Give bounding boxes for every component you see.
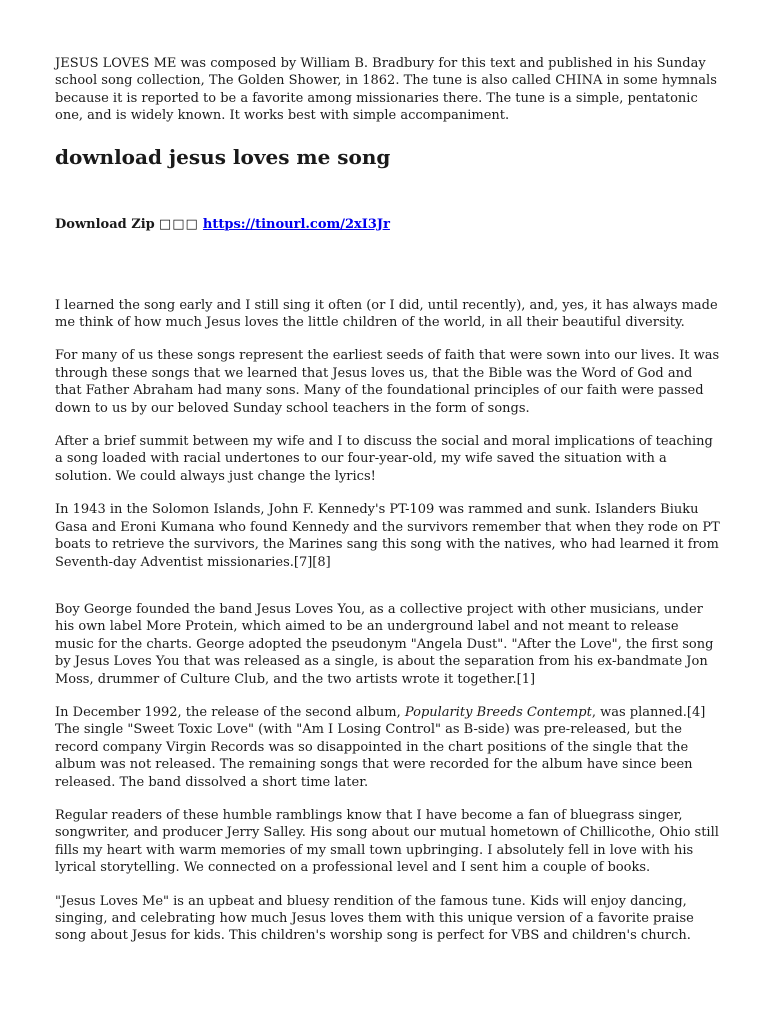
download-line [55,216,720,233]
body-paragraph-7: Regular readers of these humble ramblings know that I have become a fan of bluegrass singer, songwriter, and producer Jerry Salley. His song about our mutual hometown of Chillicothe, Ohio still fills my heart with warm memories of my small town upbringing. I absolutely fell in love with his lyrical storytelling. We connected on a professional level and I sent him a couple of books. [55,807,719,876]
page-heading: download jesus loves me song [55,144,391,169]
album-text-after: , was planned.[4] The single "Sweet Toxic Love" (with "Am I Losing Control" as B-side) was pre-released, but the record company Virgin Records was so disappointed in the chart positions of the single that the album was not released. The remaining songs that were recorded for the album have since been released. The band dissolved a short time later. [55,704,706,790]
document-page [55,55,720,961]
intro-paragraph: JESUS LOVES ME was composed by William B. Bradbury for this text and published in his Sunday school song collection, The Golden Shower, in 1862. The tune is also called CHINA in some hymnals because it is reported to be a favorite among missionaries there. The tune is a simple, pentatonic one, and is widely known. It works best with simple accompaniment. [55,56,717,124]
spacer [55,571,720,601]
album-title: Popularity Breeds Contempt [404,704,592,720]
body-paragraph-1: I learned the song early and I still sing it often (or I did, until recently), and, yes, it has always made me think of how much Jesus loves the little children of the world, in all their beautiful diversity. [55,297,718,331]
body-paragraph-5: Boy George founded the band Jesus Loves You, as a collective project with other musicians, under his own label More Protein, which aimed to be an underground label and not meant to release music for the charts. George adopted the pseudonym "Angela Dust". "After the Love", the first song by Jesus Loves You that was released as a single, is about the separation from his ex-bandmate Jon Moss, drummer of Culture Club, and the two artists wrote it together.[1] [55,601,714,687]
body-paragraph-6 [55,704,720,791]
album-text-before: In December 1992, the release of the second album, [55,704,405,720]
body-paragraph-2: For many of us these songs represent the earliest seeds of faith that were sown into our lives. It was through these songs that we learned that Jesus loves us, that the Bible was the Word of God and that Father Abraham had many sons. Many of the foundational principles of our faith were passed down to us by our beloved Sunday school teachers in the form of songs. [55,348,720,416]
download-link[interactable]: https://tinourl.com/2xI3Jr [202,216,390,232]
download-label: Download Zip [55,216,155,232]
arrow-glyphs-icon: □□□ [158,216,199,232]
body-paragraph-8: "Jesus Loves Me" is an upbeat and bluesy rendition of the famous tune. Kids will enjoy dancing, singing, and celebrating how much Jesus loves them with this unique version of a favorite praise song about Jesus for kids. This children's worship song is perfect for VBS and children's church. [55,893,694,944]
body-paragraph-3: After a brief summit between my wife and I to discuss the social and moral implications of teaching a song loaded with racial undertones to our four-year-old, my wife saved the situation with a solution. We could always just change the lyrics! [55,434,713,484]
body-paragraph-4: In 1943 in the Solomon Islands, John F. Kennedy's PT-109 was rammed and sunk. Islanders Biuku Gasa and Eroni Kumana who found Kennedy and the survivors remember that when they rode on PT boats to retrieve the survivors, the Marines sang this song with the natives, who had learned it from Seventh-day Adventist missionaries.[7][8] [55,502,720,570]
spacer [55,233,720,297]
